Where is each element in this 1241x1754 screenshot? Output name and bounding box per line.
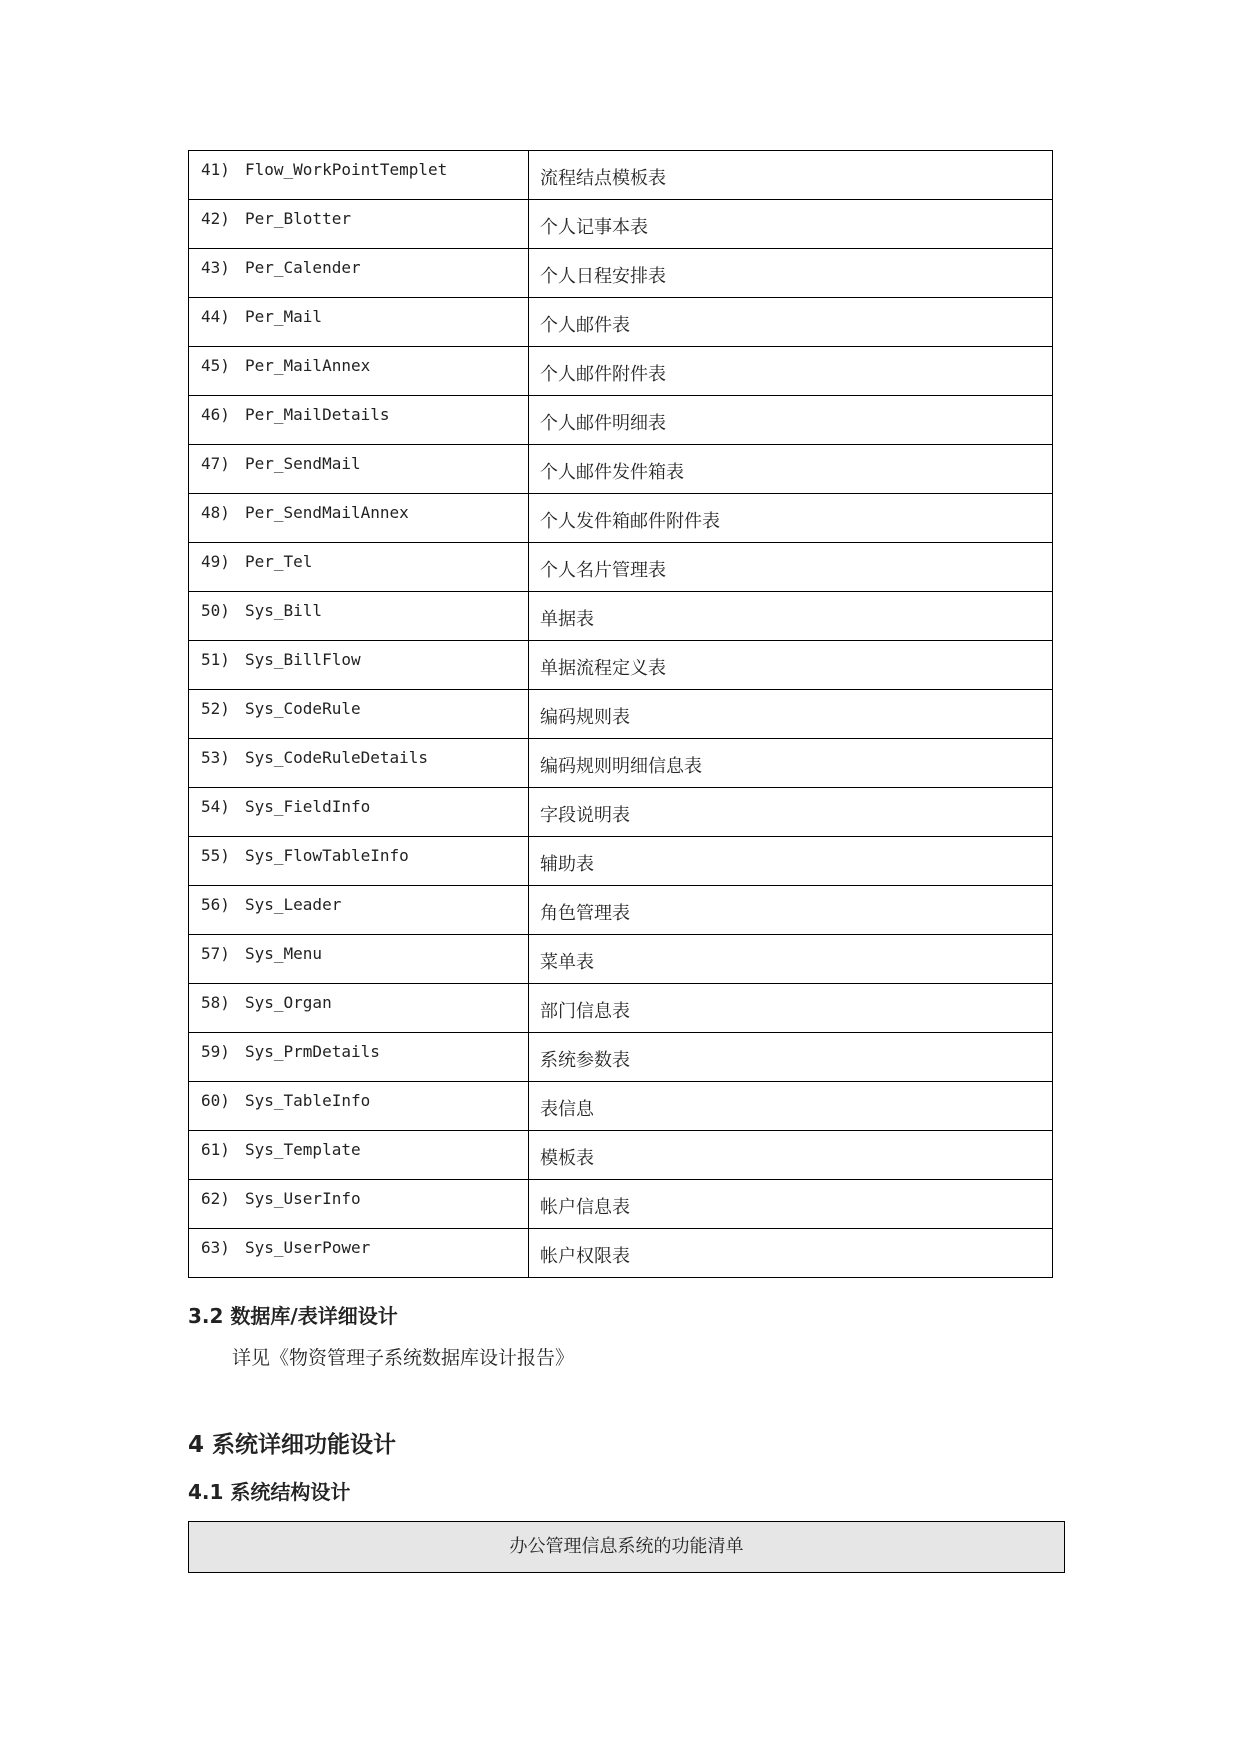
table-description: 模板表	[540, 1148, 594, 1169]
table-name: Sys_Organ	[245, 993, 332, 1012]
table-description: 角色管理表	[540, 903, 630, 924]
table-row	[189, 739, 1053, 788]
table-description: 字段说明表	[540, 805, 630, 826]
table-name-cell	[189, 886, 529, 935]
section-3-2-text: 详见《物资管理子系统数据库设计报告》	[232, 1347, 575, 1369]
section-3-2-heading: 3.2 数据库/表详细设计	[188, 1304, 398, 1328]
row-number: 55)	[201, 846, 230, 865]
table-row	[189, 690, 1053, 739]
row-number: 46)	[201, 405, 230, 424]
table-row	[189, 445, 1053, 494]
table-name-cell	[189, 592, 529, 641]
row-number: 61)	[201, 1140, 230, 1159]
table-name-cell	[189, 690, 529, 739]
table-name-cell	[189, 788, 529, 837]
table-name-cell	[189, 445, 529, 494]
table-row	[189, 886, 1053, 935]
row-number: 58)	[201, 993, 230, 1012]
table-name-cell	[189, 837, 529, 886]
table-description: 部门信息表	[540, 1001, 630, 1022]
table-name: Sys_CodeRuleDetails	[245, 748, 429, 767]
table-name: Per_MailAnnex	[245, 356, 371, 375]
section-4-heading: 4 系统详细功能设计	[188, 1432, 397, 1458]
table-name: Sys_PrmDetails	[245, 1042, 380, 1061]
row-number: 48)	[201, 503, 230, 522]
table-desc-cell	[529, 984, 1053, 1033]
table-name-cell	[189, 1033, 529, 1082]
table-name: Sys_UserInfo	[245, 1189, 361, 1208]
table-row	[189, 151, 1053, 200]
table-description: 个人邮件附件表	[540, 364, 666, 385]
table-name: Sys_FlowTableInfo	[245, 846, 409, 865]
table-desc-cell	[529, 886, 1053, 935]
table-description: 个人名片管理表	[540, 560, 666, 581]
row-number: 60)	[201, 1091, 230, 1110]
row-number: 52)	[201, 699, 230, 718]
table-name-cell	[189, 1180, 529, 1229]
table-name-cell	[189, 1229, 529, 1278]
table-row	[189, 641, 1053, 690]
table-desc-cell	[529, 739, 1053, 788]
table-name: Per_Blotter	[245, 209, 351, 228]
table-desc-cell	[529, 935, 1053, 984]
table-description: 表信息	[540, 1099, 594, 1120]
row-number: 56)	[201, 895, 230, 914]
table-desc-cell	[529, 592, 1053, 641]
table-name-cell	[189, 298, 529, 347]
table-description: 个人邮件发件箱表	[540, 462, 684, 483]
table-name: Sys_Menu	[245, 944, 323, 963]
section-4-1-heading: 4.1 系统结构设计	[188, 1480, 351, 1504]
table-desc-cell	[529, 1082, 1053, 1131]
table-list-table	[188, 150, 1053, 1278]
table-desc-cell	[529, 396, 1053, 445]
table-name-cell	[189, 984, 529, 1033]
table-description: 个人日程安排表	[540, 266, 666, 287]
function-list-label: 办公管理信息系统的功能清单	[509, 1536, 744, 1557]
table-description: 系统参数表	[540, 1050, 630, 1071]
table-name: Sys_Template	[245, 1140, 361, 1159]
row-number: 63)	[201, 1238, 230, 1257]
table-desc-cell	[529, 347, 1053, 396]
table-desc-cell	[529, 543, 1053, 592]
table-row	[189, 837, 1053, 886]
table-description: 帐户信息表	[540, 1197, 630, 1218]
table-name: Sys_TableInfo	[245, 1091, 371, 1110]
table-name: Per_MailDetails	[245, 405, 390, 424]
table-name-cell	[189, 641, 529, 690]
table-row	[189, 249, 1053, 298]
table-name-cell	[189, 200, 529, 249]
table-desc-cell	[529, 494, 1053, 543]
row-number: 49)	[201, 552, 230, 571]
table-name-cell	[189, 249, 529, 298]
table-description: 个人邮件明细表	[540, 413, 666, 434]
table-desc-cell	[529, 151, 1053, 200]
table-row	[189, 1180, 1053, 1229]
table-description: 编码规则表	[540, 707, 630, 728]
table-name-cell	[189, 151, 529, 200]
table-row	[189, 1131, 1053, 1180]
table-description: 辅助表	[540, 854, 594, 875]
table-name-cell	[189, 1082, 529, 1131]
table-name: Sys_CodeRule	[245, 699, 361, 718]
row-number: 43)	[201, 258, 230, 277]
table-name-cell	[189, 396, 529, 445]
table-description: 单据流程定义表	[540, 658, 666, 679]
row-number: 59)	[201, 1042, 230, 1061]
table-name: Sys_Bill	[245, 601, 323, 620]
row-number: 44)	[201, 307, 230, 326]
table-row	[189, 347, 1053, 396]
table-name-cell	[189, 494, 529, 543]
table-description: 帐户权限表	[540, 1246, 630, 1267]
table-row	[189, 788, 1053, 837]
table-description: 个人发件箱邮件附件表	[540, 511, 720, 532]
table-list-body	[189, 151, 1053, 1278]
row-number: 47)	[201, 454, 230, 473]
table-row	[189, 1082, 1053, 1131]
table-name-cell	[189, 543, 529, 592]
table-description: 个人邮件表	[540, 315, 630, 336]
row-number: 45)	[201, 356, 230, 375]
table-row	[189, 984, 1053, 1033]
table-desc-cell	[529, 837, 1053, 886]
row-number: 54)	[201, 797, 230, 816]
row-number: 42)	[201, 209, 230, 228]
table-row	[189, 935, 1053, 984]
table-description: 菜单表	[540, 952, 594, 973]
table-name-cell	[189, 935, 529, 984]
table-name: Per_SendMail	[245, 454, 361, 473]
table-description: 个人记事本表	[540, 217, 648, 238]
row-number: 62)	[201, 1189, 230, 1208]
row-number: 57)	[201, 944, 230, 963]
table-row	[189, 1229, 1053, 1278]
table-description: 单据表	[540, 609, 594, 630]
row-number: 53)	[201, 748, 230, 767]
table-row	[189, 298, 1053, 347]
table-name: Per_Calender	[245, 258, 361, 277]
row-number: 51)	[201, 650, 230, 669]
row-number: 50)	[201, 601, 230, 620]
table-name: Sys_UserPower	[245, 1238, 371, 1257]
table-row	[189, 396, 1053, 445]
table-description: 编码规则明细信息表	[540, 756, 702, 777]
table-desc-cell	[529, 1180, 1053, 1229]
table-desc-cell	[529, 788, 1053, 837]
table-row	[189, 200, 1053, 249]
table-desc-cell	[529, 690, 1053, 739]
table-name: Sys_FieldInfo	[245, 797, 371, 816]
table-name: Sys_Leader	[245, 895, 342, 914]
table-desc-cell	[529, 1131, 1053, 1180]
table-desc-cell	[529, 298, 1053, 347]
table-name: Per_Mail	[245, 307, 323, 326]
row-number: 41)	[201, 160, 230, 179]
table-name-cell	[189, 1131, 529, 1180]
table-description: 流程结点模板表	[540, 168, 666, 189]
table-name: Flow_WorkPointTemplet	[245, 160, 448, 179]
table-desc-cell	[529, 1229, 1053, 1278]
table-name-cell	[189, 739, 529, 788]
table-row	[189, 543, 1053, 592]
table-name: Per_SendMailAnnex	[245, 503, 409, 522]
table-row	[189, 592, 1053, 641]
table-row	[189, 1033, 1053, 1082]
table-desc-cell	[529, 641, 1053, 690]
function-list-box	[188, 1521, 1065, 1573]
table-name: Per_Tel	[245, 552, 313, 571]
table-desc-cell	[529, 1033, 1053, 1082]
table-name-cell	[189, 347, 529, 396]
table-row	[189, 494, 1053, 543]
table-desc-cell	[529, 445, 1053, 494]
table-desc-cell	[529, 200, 1053, 249]
table-desc-cell	[529, 249, 1053, 298]
table-name: Sys_BillFlow	[245, 650, 361, 669]
